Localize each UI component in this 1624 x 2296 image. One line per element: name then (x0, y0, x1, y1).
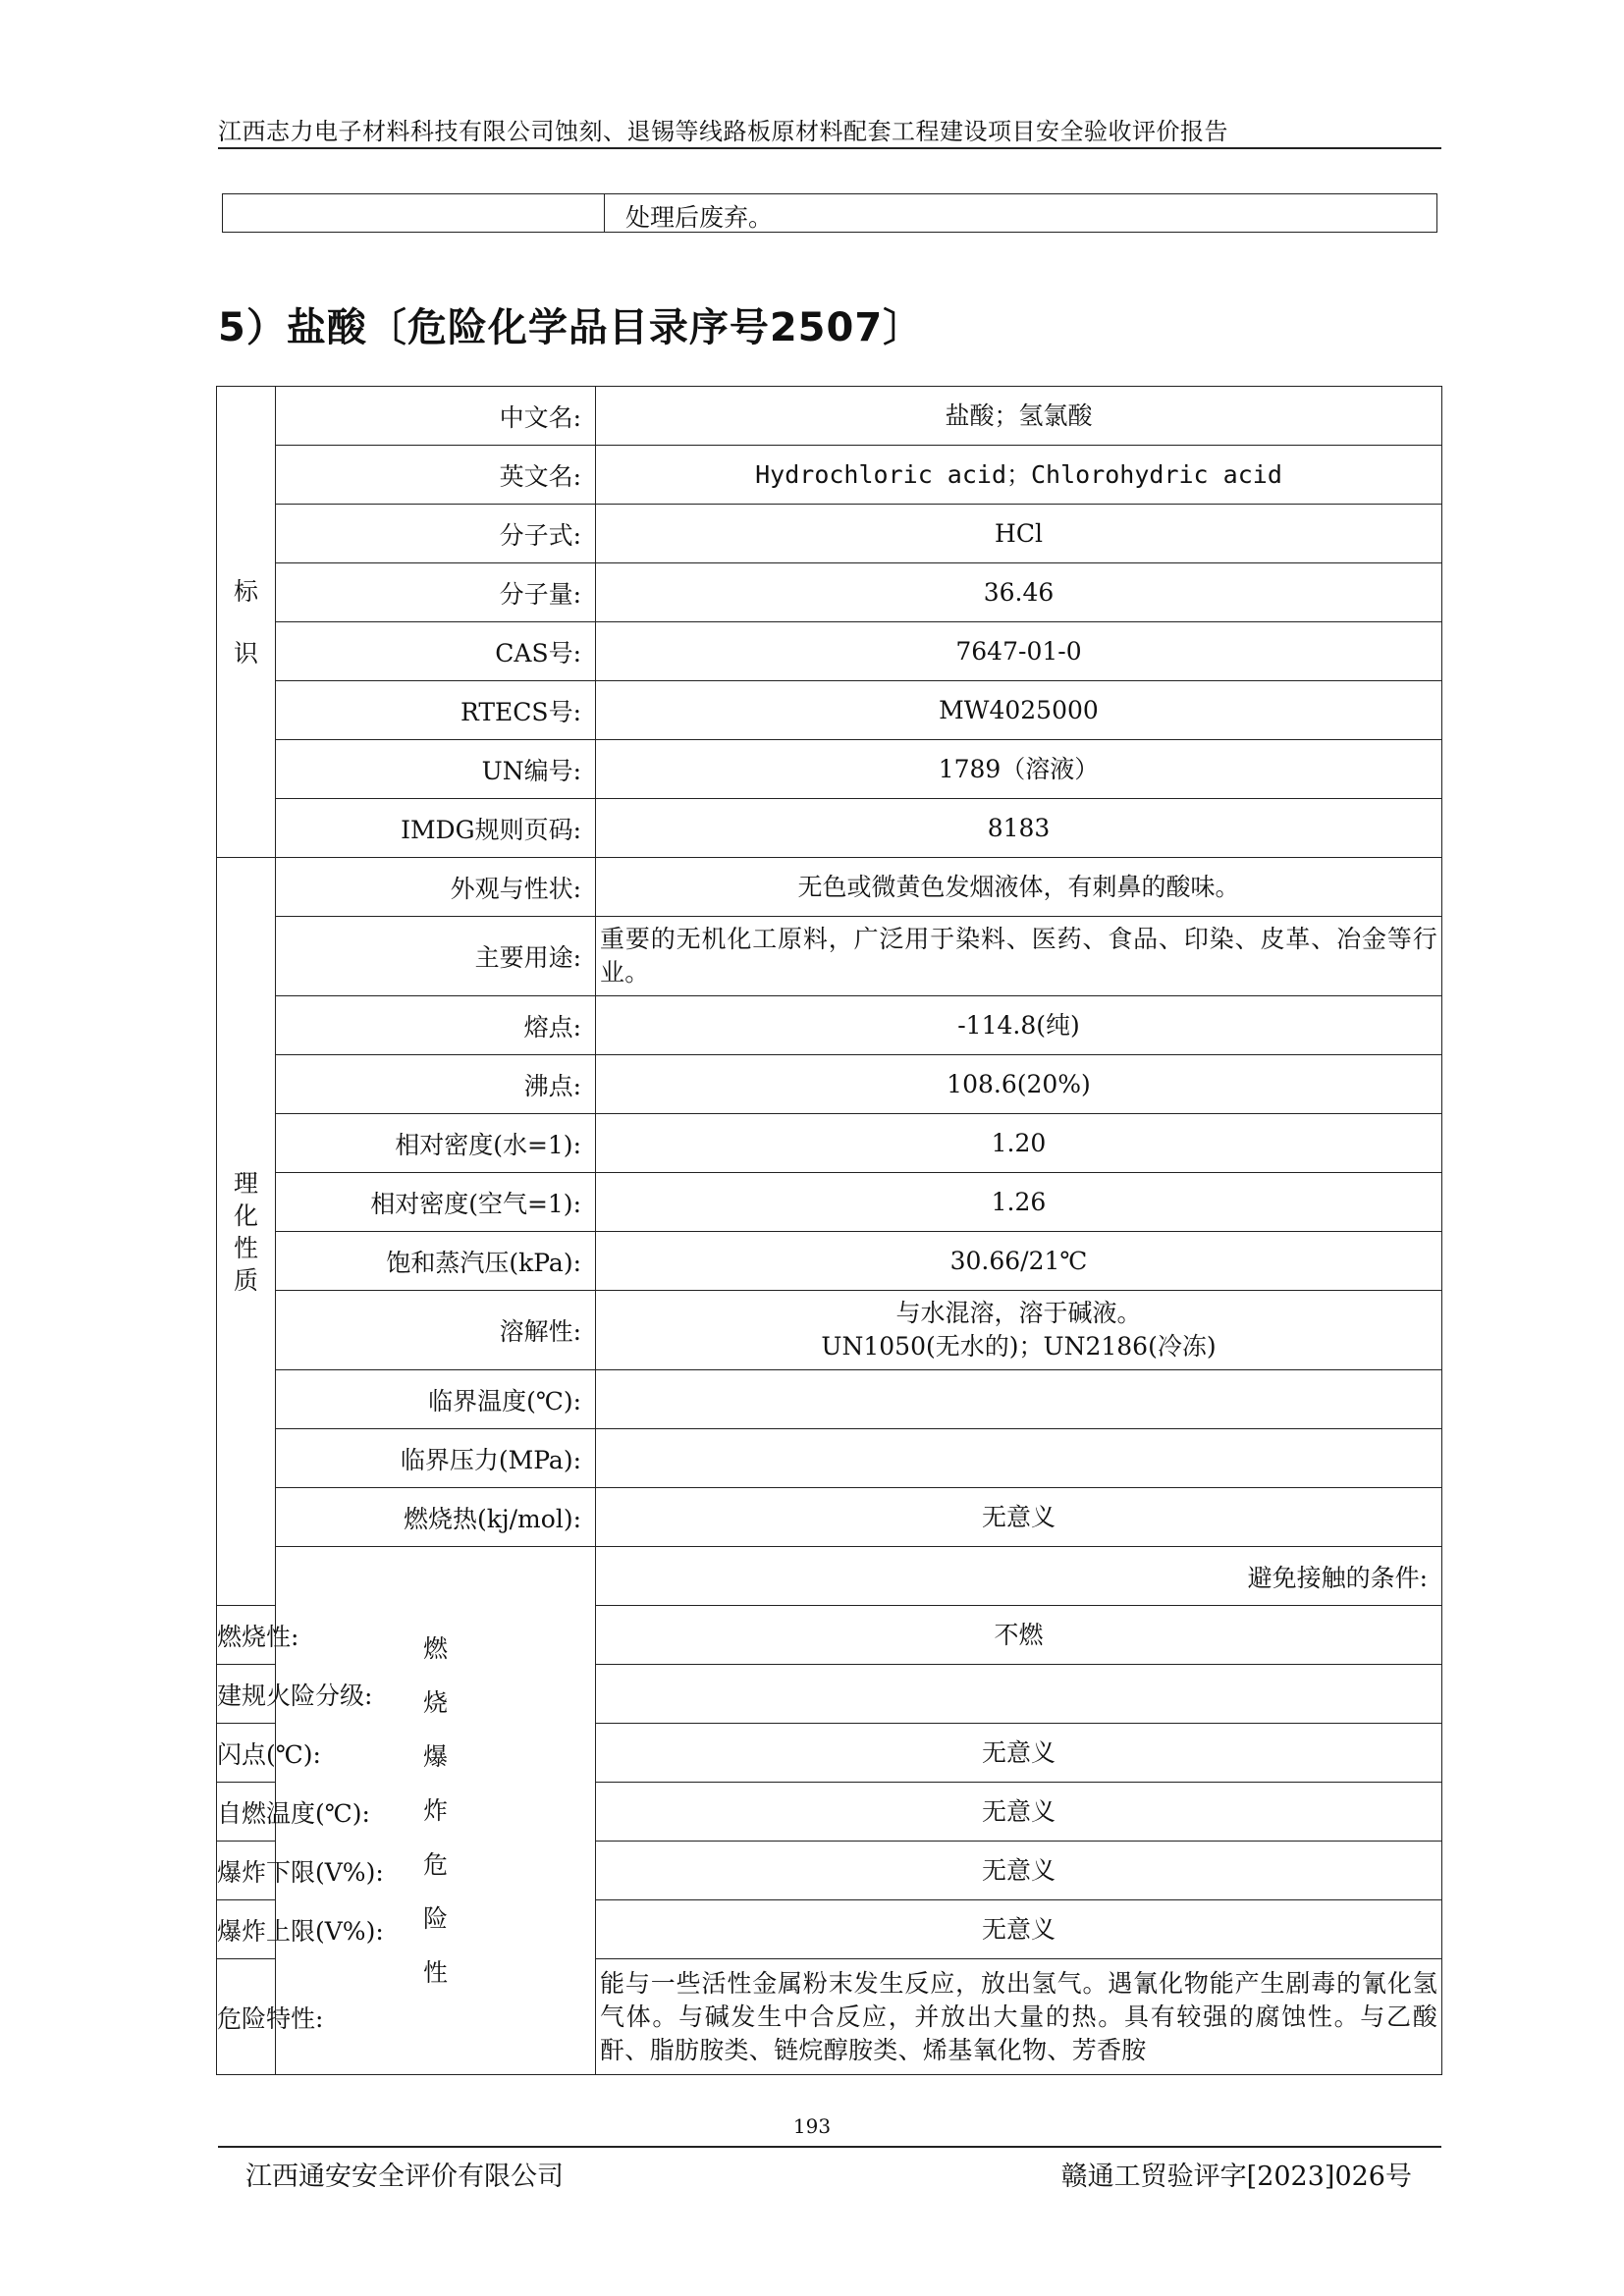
value-hazard: 能与一些活性金属粉末发生反应，放出氢气。遇氰化物能产生剧毒的氰化氢气体。与碱发生中合反应，并放出大量的热。具有较强的腐蚀性。与乙酸酐、脂肪胺类、链烷醇胺类、烯基氧化物、芳香胺 (596, 1959, 1442, 2075)
label-vp: 饱和蒸汽压(kPa): (276, 1232, 596, 1291)
value-heat-comb: 无意义 (596, 1488, 1442, 1547)
value-cn-name: 盐酸；氢氯酸 (596, 387, 1442, 446)
label-hazard: 危险特性: (217, 1959, 276, 2075)
label-crit-press: 临界压力(MPa): (276, 1429, 596, 1488)
continued-table-row (222, 193, 1437, 233)
table-row (217, 1547, 1442, 1606)
label-lel: 爆炸下限(V%): (217, 1842, 276, 1900)
label-rtecs: RTECS号: (276, 681, 596, 740)
label-fire-class: 建规火险分级: (217, 1665, 276, 1724)
label-crit-temp: 临界温度(℃): (276, 1370, 596, 1429)
solubility-line-2: UN1050(无水的)；UN2186(冷冻) (821, 1332, 1217, 1361)
table-row (217, 1232, 1442, 1291)
category-char: 标 (233, 576, 258, 606)
header-rule (218, 147, 1441, 149)
table-row (217, 681, 1442, 740)
solubility-line-1: 与水混溶，溶于碱液。 (895, 1299, 1142, 1327)
label-cas: CAS号: (276, 622, 596, 681)
value-cas: 7647-01-0 (596, 622, 1442, 681)
value-flash: 无意义 (596, 1724, 1442, 1783)
label-mw: 分子量: (276, 563, 596, 622)
value-lel: 无意义 (596, 1842, 1442, 1900)
table-row (217, 387, 1442, 446)
label-imdg: IMDG规则页码: (276, 799, 596, 858)
category-char: 质 (233, 1265, 258, 1295)
value-solubility (596, 1291, 1442, 1370)
category-char: 理 (233, 1168, 258, 1198)
label-use: 主要用途: (276, 917, 596, 996)
label-formula: 分子式: (276, 505, 596, 563)
table-row (217, 1429, 1442, 1488)
category-char: 烧 (422, 1688, 448, 1717)
footer-rule (218, 2146, 1441, 2148)
label-un: UN编号: (276, 740, 596, 799)
label-appearance: 外观与性状: (276, 858, 596, 917)
table-row (217, 1055, 1442, 1114)
value-imdg: 8183 (596, 799, 1442, 858)
label-en-name: 英文名: (276, 446, 596, 505)
value-mp: -114.8(纯) (596, 996, 1442, 1055)
value-flammability: 不燃 (596, 1606, 1442, 1665)
label-rd-water: 相对密度(水=1): (276, 1114, 596, 1173)
value-rtecs: MW4025000 (596, 681, 1442, 740)
table-row (217, 799, 1442, 858)
chemical-properties-table (216, 386, 1442, 2075)
table-row (217, 917, 1442, 996)
label-heat-comb: 燃烧热(kj/mol): (276, 1488, 596, 1547)
value-mw: 36.46 (596, 563, 1442, 622)
category-char: 性 (422, 1958, 448, 1987)
value-crit-press (596, 1429, 1442, 1488)
footer-company: 江西通安安全评价有限公司 (245, 2162, 564, 2192)
column-divider (604, 194, 605, 232)
table-row (217, 563, 1442, 622)
table-row (217, 1488, 1442, 1547)
category-char: 性 (233, 1233, 258, 1262)
table-row (217, 740, 1442, 799)
label-flash: 闪点(℃): (217, 1724, 276, 1783)
value-use: 重要的无机化工原料，广泛用于染料、医药、食品、印染、皮革、冶金等行业。 (596, 917, 1442, 996)
value-appearance: 无色或微黄色发烟液体，有刺鼻的酸味。 (596, 858, 1442, 917)
value-fire-class (596, 1665, 1442, 1724)
label-flammability: 燃烧性: (217, 1606, 276, 1665)
value-vp: 30.66/21℃ (596, 1232, 1442, 1291)
category-char: 危 (422, 1850, 448, 1879)
category-char: 险 (422, 1904, 448, 1933)
value-rd-air: 1.26 (596, 1173, 1442, 1232)
footer-doc-number: 赣通工贸验评字[2023]026号 (1060, 2162, 1412, 2192)
value-uel: 无意义 (596, 1900, 1442, 1959)
label-mp: 熔点: (276, 996, 596, 1055)
category-char: 化 (233, 1201, 258, 1230)
value-un: 1789（溶液） (596, 740, 1442, 799)
label-solubility: 溶解性: (276, 1291, 596, 1370)
label-autoign: 自燃温度(℃): (217, 1783, 276, 1842)
value-bp: 108.6(20%) (596, 1055, 1442, 1114)
page-number: 193 (792, 2114, 832, 2138)
label-cn-name: 中文名: (276, 387, 596, 446)
table-row (217, 996, 1442, 1055)
value-rd-water: 1.20 (596, 1114, 1442, 1173)
category-char: 爆 (422, 1742, 448, 1771)
page-header-title: 江西志力电子材料科技有限公司蚀刻、退锡等线路板原材料配套工程建设项目安全验收评价报告 (218, 118, 1228, 145)
table-row (217, 1370, 1442, 1429)
category-physchem (217, 858, 276, 1606)
value-formula: HCl (596, 505, 1442, 563)
table-row (217, 505, 1442, 563)
value-autoign: 无意义 (596, 1783, 1442, 1842)
label-rd-air: 相对密度(空气=1): (276, 1173, 596, 1232)
label-avoid: 避免接触的条件: (596, 1547, 1442, 1606)
value-crit-temp (596, 1370, 1442, 1429)
category-char: 燃 (422, 1634, 448, 1663)
category-identity (217, 387, 276, 858)
table-row (217, 446, 1442, 505)
category-char: 炸 (422, 1796, 448, 1825)
value-en-name: Hydrochloric acid；Chlorohydric acid (596, 446, 1442, 505)
table-row (217, 1114, 1442, 1173)
table-row (217, 858, 1442, 917)
table-row (217, 1173, 1442, 1232)
table-row (217, 622, 1442, 681)
continued-text: 处理后废弃。 (625, 203, 774, 232)
table-row (217, 1291, 1442, 1370)
label-uel: 爆炸上限(V%): (217, 1900, 276, 1959)
label-bp: 沸点: (276, 1055, 596, 1114)
section-title: 5）盐酸〔危险化学品目录序号2507〕 (218, 305, 924, 350)
category-char: 识 (233, 638, 258, 667)
